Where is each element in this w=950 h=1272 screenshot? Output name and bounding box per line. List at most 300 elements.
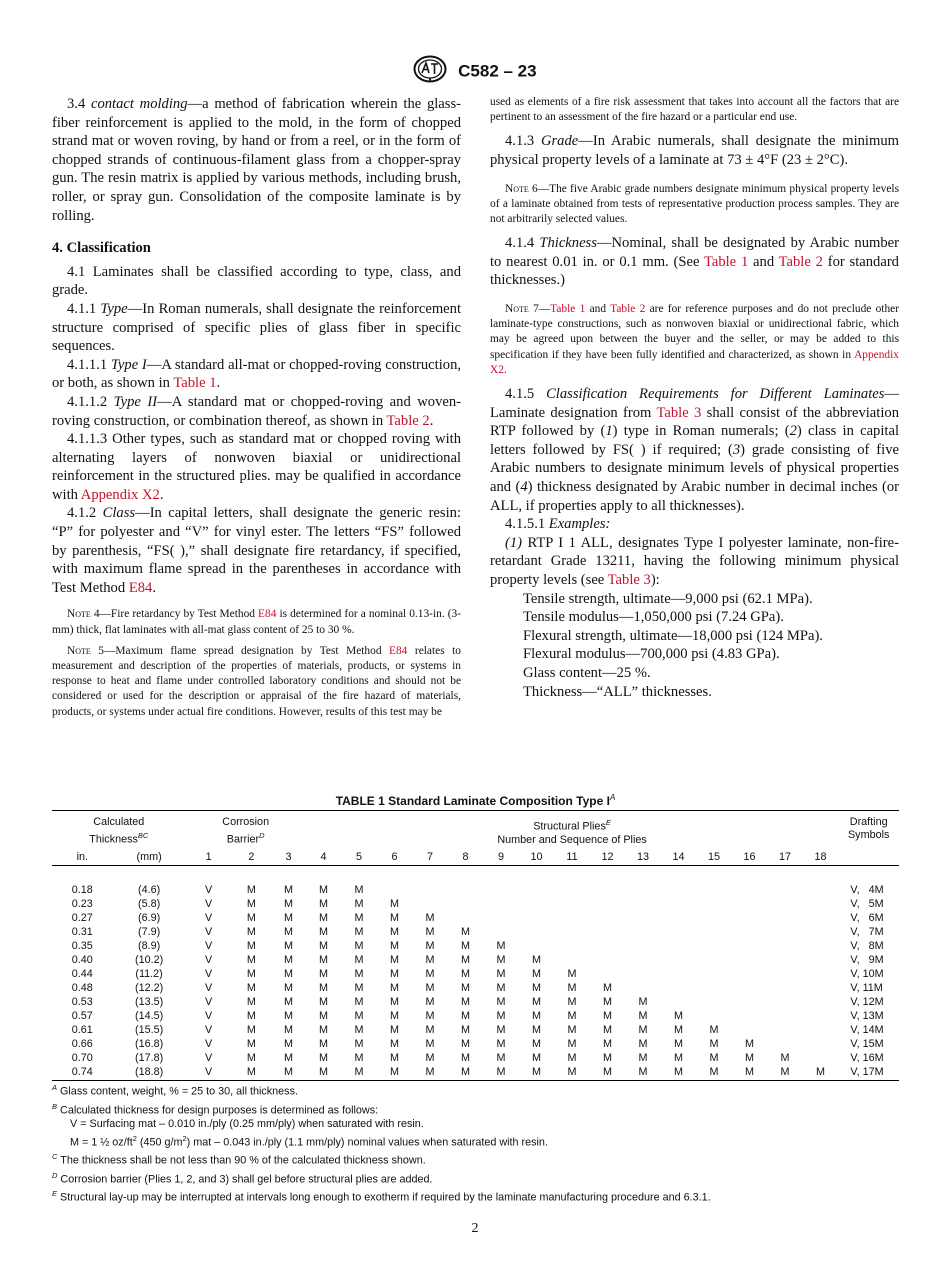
ply-cell (519, 939, 555, 953)
ply-cell: M (531, 953, 541, 966)
ply-cell: M (246, 911, 256, 924)
ply-cell: M (567, 1009, 577, 1022)
ply-cell (803, 995, 839, 1009)
ply-cell: M (638, 1037, 648, 1050)
ply-cell: M (602, 1051, 612, 1064)
paragraph-4-1: 4.1 Laminates shall be classified according to type, class, and grade. (52, 263, 461, 299)
table-row (52, 1009, 899, 1023)
ply-cell (448, 897, 484, 911)
ply-cell: M (246, 939, 256, 952)
ply-cell (625, 939, 661, 953)
drafting-symbol-cell: V, 5M (850, 897, 884, 910)
drafting-symbol-cell: V, 6M (850, 911, 884, 924)
drafting-symbol-cell: V, 11M (850, 981, 883, 994)
link-e84[interactable]: E84 (258, 608, 277, 621)
ply-cell (590, 897, 626, 911)
ply-number-header: 12 (590, 847, 626, 866)
ply-cell: M (389, 981, 399, 994)
paragraph-4-1-1-2: 4.1.1.2 Type II—A standard mat or chopped-roving and woven-roving construction, or combination thereof, as shown in Table 2. (52, 393, 461, 429)
ply-cell (696, 995, 732, 1009)
ply-cell (483, 925, 519, 939)
header-unit-in: in. (52, 847, 113, 866)
ply-cell (696, 1009, 732, 1023)
ply-cell: M (602, 1037, 612, 1050)
header-calculated-thickness: Calculated Thickness$^{BC}$ (52, 811, 186, 847)
ply-cell: M (425, 1023, 435, 1036)
ply-cell: M (496, 939, 506, 952)
thickness-in-cell: 0.74 (52, 1065, 113, 1081)
ply-cell: M (246, 883, 256, 896)
thickness-mm-cell: (18.8) (113, 1065, 186, 1081)
link-table-2[interactable]: Table 2 (386, 412, 430, 429)
ply-number-header: 14 (661, 847, 697, 866)
ply-cell: M (531, 1023, 541, 1036)
ply-number-header: 9 (483, 847, 519, 866)
ply-cell: M (354, 967, 364, 980)
ply-cell: M (318, 1037, 328, 1050)
ply-cell: M (425, 981, 435, 994)
ply-cell (767, 1037, 803, 1051)
ply-cell: M (389, 1009, 399, 1022)
ply-cell: M (496, 953, 506, 966)
thickness-in-cell: 0.44 (71, 967, 93, 980)
link-table-2[interactable]: Table 2 (778, 253, 823, 270)
ply-cell: M (283, 1009, 293, 1022)
paragraph-4-1-5: 4.1.5 Classification Requirements for Different Laminates—Laminate designation from Table 3 shall consist of the abbreviation RTP followed by (1) type in Roman numerals; (2) class in capital letters followed by FS( ) if required; (3) grade consisting of five Arabic numbers to designate minimum levels of physical properties and (4) thickness designated by Arabic number in decimal inches (or ALL, if properties apply to all thicknesses). (490, 386, 899, 514)
ply-cell (732, 883, 768, 897)
ply-cell (554, 883, 590, 897)
drafting-symbol-cell: V, 13M (850, 1009, 884, 1022)
ply-cell (767, 925, 803, 939)
thickness-in-cell: 0.31 (71, 925, 93, 938)
ply-cell (519, 911, 555, 925)
ply-cell (732, 897, 768, 911)
ply-cell (483, 883, 519, 897)
ply-cell: M (341, 1065, 377, 1081)
ply-cell (767, 939, 803, 953)
astm-logo-icon (413, 55, 447, 88)
ply-cell: M (318, 911, 328, 924)
thickness-mm-cell: (17.8) (134, 1051, 164, 1064)
table-row (52, 995, 899, 1009)
ply-cell: M (318, 883, 328, 896)
ply-cell: M (354, 925, 364, 938)
ply-cell: M (673, 1037, 683, 1050)
thickness-in-cell: 0.48 (71, 981, 93, 994)
ply-cell (661, 883, 697, 897)
ply-cell (732, 953, 768, 967)
drafting-symbol-cell: V, 16M (850, 1051, 884, 1064)
ply-cell: M (283, 953, 293, 966)
ply-cell: M (425, 925, 435, 938)
ply-number-header: 13 (625, 847, 661, 866)
ply-cell: M (283, 939, 293, 952)
table-row (52, 897, 899, 911)
ply-cell: M (283, 1037, 293, 1050)
thickness-mm-cell: (12.2) (134, 981, 164, 994)
ply-cell: M (744, 1051, 754, 1064)
ply-cell (767, 1009, 803, 1023)
ply-number-header: 18 (803, 847, 839, 866)
ply-cell (803, 1037, 839, 1051)
ply-cell: M (460, 1051, 470, 1064)
thickness-in-cell: 0.66 (71, 1037, 93, 1050)
thickness-in-cell: 0.53 (71, 995, 93, 1008)
footnote-e: $^E$ Structural lay-up may be interrupted at intervals long enough to exotherm if required by the laminate manufacturing procedure and 6.3.1. (52, 1189, 711, 1204)
paragraph-4-1-1-1: 4.1.1.1 Type I—A standard all-mat or chopped-roving construction, or both, as shown in Table 1. (52, 356, 462, 392)
ply-cell (625, 981, 661, 995)
ply-cell: V (204, 1009, 213, 1022)
ply-cell (803, 1023, 839, 1037)
link-table-3[interactable]: Table 3 (607, 571, 651, 588)
table-row (52, 883, 899, 897)
thickness-mm-cell: (13.5) (134, 995, 164, 1008)
thickness-in-cell: 0.70 (71, 1051, 93, 1064)
ply-number-header: 16 (732, 847, 768, 866)
ply-cell: M (661, 1065, 697, 1081)
ply-cell: M (744, 1037, 754, 1050)
ply-cell: V (204, 897, 213, 910)
paragraph-4-1-5-1: 4.1.5.1 Examples: (505, 516, 611, 533)
link-table-1[interactable]: Table 1 (173, 375, 217, 392)
ply-number-header: 3 (271, 847, 305, 866)
ply-cell (803, 925, 839, 939)
footnote-b-v: V = Surfacing mat – 0.010 in./ply (0.25 mm/ply) when saturated with resin. (70, 1118, 424, 1130)
ply-cell: M (246, 1009, 256, 1022)
ply-cell: M (673, 1051, 683, 1064)
ply-cell: M (354, 995, 364, 1008)
ply-cell (696, 939, 732, 953)
ply-cell: M (767, 1065, 803, 1081)
note-5-continued: used as elements of a fire risk assessment that takes into account all the factors that are pertinent to an assessment of the fire hazard or a particular end use. (490, 96, 899, 124)
ply-cell: M (283, 883, 293, 896)
ply-cell (732, 995, 768, 1009)
ply-cell (661, 925, 697, 939)
ply-cell: M (283, 911, 293, 924)
ply-cell: M (354, 897, 364, 910)
ply-cell: M (625, 1065, 661, 1081)
ply-cell: M (567, 1023, 577, 1036)
ply-cell: M (318, 1009, 328, 1022)
ply-cell: M (318, 897, 328, 910)
ply-cell: M (602, 1009, 612, 1022)
ply-cell: M (425, 953, 435, 966)
ply-cell: M (638, 1023, 648, 1036)
ply-cell: M (460, 967, 470, 980)
link-table-1[interactable]: Table 1 (703, 253, 749, 270)
ply-cell: M (567, 981, 577, 994)
ply-cell: M (246, 1037, 256, 1050)
table-row (52, 1037, 899, 1051)
note-4: Note 4—Fire retardancy by Test Method E84 is determined for a nominal 0.13-in. (3-mm) thick, flat laminates with all-mat glass content of 25 to 30 %. (52, 608, 462, 636)
ply-cell: M (567, 995, 577, 1008)
ply-cell: M (246, 897, 256, 910)
ply-cell: M (283, 1051, 293, 1064)
ply-cell: M (389, 967, 399, 980)
thickness-mm-cell: (11.2) (135, 967, 163, 980)
ply-cell (696, 883, 732, 897)
ply-cell: M (246, 925, 256, 938)
ply-cell (625, 925, 661, 939)
ply-cell: M (246, 1051, 256, 1064)
ply-cell: M (246, 981, 256, 994)
table-row (52, 1065, 899, 1081)
ply-cell (625, 967, 661, 981)
ply-cell: M (496, 1051, 506, 1064)
thickness-in-cell: 0.61 (71, 1023, 93, 1036)
thickness-mm-cell: (5.8) (137, 897, 161, 910)
ply-cell: V (204, 1023, 213, 1036)
ply-cell: M (496, 967, 506, 980)
ply-cell: M (460, 925, 470, 938)
ply-cell: M (638, 995, 648, 1008)
ply-number-header: 7 (412, 847, 448, 866)
ply-cell: M (377, 1065, 413, 1081)
ply-cell: M (389, 939, 399, 952)
ply-cell: M (448, 1065, 484, 1081)
ply-cell: M (318, 981, 328, 994)
ply-cell: V (204, 1037, 213, 1050)
thickness-mm-cell: (16.8) (134, 1037, 164, 1050)
ply-cell: M (354, 1023, 364, 1036)
thickness-mm-cell: (7.9) (137, 925, 161, 938)
ply-cell: M (602, 995, 612, 1008)
ply-cell: V (204, 995, 213, 1008)
link-e84[interactable]: E84 (389, 644, 408, 657)
thickness-in-cell: 0.40 (71, 953, 93, 966)
ply-cell (590, 925, 626, 939)
right-column (490, 95, 899, 701)
ply-cell (590, 883, 626, 897)
ply-cell (696, 967, 732, 981)
ply-cell (448, 911, 484, 925)
ply-cell: M (531, 1051, 541, 1064)
ply-cell: M (246, 953, 256, 966)
ply-number-header: 4 (306, 847, 342, 866)
paragraph-4-1-4: 4.1.4 Thickness—Nominal, shall be designated by Arabic number to nearest 0.01 in. or 0.1 mm. (See Table 1 and Table 2 for standard thicknesses.) (490, 235, 899, 289)
table-row (52, 1051, 899, 1065)
ply-cell (554, 897, 590, 911)
ply-cell: M (590, 1065, 626, 1081)
ply-cell (590, 953, 626, 967)
ply-cell: M (283, 967, 293, 980)
drafting-symbol-cell: V, 10M (850, 967, 884, 980)
ply-cell: M (389, 995, 399, 1008)
ply-cell: M (460, 1009, 470, 1022)
header-unit-mm: (mm) (113, 847, 186, 866)
ply-cell (767, 883, 803, 897)
drafting-symbol-cell: V, 15M (850, 1037, 884, 1050)
ply-cell (803, 967, 839, 981)
ply-cell (412, 883, 448, 897)
ply-cell: M (519, 1065, 555, 1081)
ply-number-header: 17 (767, 847, 803, 866)
ply-cell (803, 883, 839, 897)
header-structural-plies: Structural Plies$^E$ Number and Sequence of Plies (306, 811, 839, 847)
ply-cell (732, 925, 768, 939)
ply-cell (483, 897, 519, 911)
link-e84[interactable]: E84 (128, 579, 153, 596)
thickness-mm-cell: (4.6) (137, 883, 161, 896)
ply-cell (803, 1051, 839, 1065)
ply-cell: M (780, 1051, 790, 1064)
footnote-b-m: M = 1 ½ $oz/ft^2$ (450 $g/m^2$) mat – 0.043 in./ply (1.1 mm/ply) nominal values when saturated with resin. (70, 1133, 548, 1149)
ply-cell: V (204, 911, 213, 924)
ply-cell: M (354, 911, 364, 924)
link-appendix-x2[interactable]: Appendix X2 (80, 486, 160, 503)
ply-cell: M (425, 967, 435, 980)
ply-cell (625, 897, 661, 911)
ply-cell: M (306, 1065, 342, 1081)
ply-cell: M (638, 1009, 648, 1022)
ply-cell: M (602, 1023, 612, 1036)
note-7: Note 7—Table 1 and Table 2 are for reference purposes and do not preclude other laminate-type constructions, such as nonwoven biaxial or unidirectional fabric, which may be agreed upon between the buyer and the seller, or may be added to this specification if they have been fully identified and characterized, as shown in Appendix X2. (490, 302, 900, 376)
link-table-2[interactable]: Table 2 (610, 302, 646, 315)
ply-cell: M (496, 995, 506, 1008)
thickness-mm-cell: (10.2) (134, 953, 164, 966)
ply-cell (625, 911, 661, 925)
ply-cell (696, 911, 732, 925)
ply-cell: M (531, 1009, 541, 1022)
ply-cell: M (496, 1023, 506, 1036)
ply-cell: M (318, 1051, 328, 1064)
link-table-1[interactable]: Table 1 (550, 302, 586, 315)
ply-cell: M (425, 995, 435, 1008)
ply-cell (767, 981, 803, 995)
ply-cell: M (425, 939, 435, 952)
table-row (52, 925, 899, 939)
paragraph-3-4: 3.4 contact molding—a method of fabrication wherein the glass-fiber reinforcement is applied to the mold, in the form of chopped strand mat or woven roving, by hand or from a reel, or in the form of chopped strands of continuous-filament glass from a chopper-spray gun. The resin matrix is applied by various methods, including brush, roller, or spray gun. Consolidation of the composite laminate is by rolling. (52, 96, 461, 224)
drafting-symbol-cell: V, 12M (850, 995, 884, 1008)
ply-cell (554, 939, 590, 953)
ply-cell: M (354, 1009, 364, 1022)
ply-cell: M (354, 883, 364, 896)
ply-cell: V (204, 883, 213, 896)
ply-cell: M (412, 1065, 448, 1081)
ply-cell (732, 967, 768, 981)
ply-cell: M (496, 981, 506, 994)
ply-cell: M (283, 981, 293, 994)
ply-cell: M (283, 995, 293, 1008)
ply-cell: M (425, 1051, 435, 1064)
ply-cell (625, 883, 661, 897)
ply-cell: M (460, 1037, 470, 1050)
ply-cell (483, 911, 519, 925)
ply-cell: M (246, 995, 256, 1008)
ply-cell: M (460, 953, 470, 966)
ply-number-header: 15 (696, 847, 732, 866)
drafting-symbol-cell: V, 14M (850, 1023, 884, 1036)
ply-number-header: 5 (341, 847, 377, 866)
thickness-mm-cell: (6.9) (137, 911, 161, 924)
ply-cell (803, 981, 839, 995)
ply-cell: M (318, 967, 328, 980)
ply-cell (590, 911, 626, 925)
ply-cell: M (389, 911, 399, 924)
paragraph-4-1-3: 4.1.3 Grade—In Arabic numerals, shall designate the minimum physical property levels of a laminate at 73 ± 4°F (23 ± 2°C). (490, 133, 899, 168)
ply-cell: M (709, 1023, 719, 1036)
ply-cell: M (531, 981, 541, 994)
paragraph-4-1-1: 4.1.1 Type—In Roman numerals, shall designate the reinforcement structure comprised of specific plies of glass fiber in specific sequences. (52, 300, 461, 355)
ply-cell: M (389, 953, 399, 966)
note-5: Note 5—Maximum flame spread designation by Test Method E84 relates to measurement and description of the properties of materials, products, or systems in response to heat and flame under controlled laboratory conditions and should not be considered or used for the description or appraisal of the fire hazard of materials, products, or systems under actual fire conditions. However, results of this test may be (52, 644, 461, 718)
ply-cell (767, 967, 803, 981)
ply-cell: V (186, 1065, 232, 1081)
ply-cell (696, 897, 732, 911)
link-table-3[interactable]: Table 3 (656, 404, 702, 421)
ply-cell: M (389, 1051, 399, 1064)
thickness-mm-cell: (14.5) (134, 1009, 164, 1022)
ply-cell (803, 911, 839, 925)
ply-cell: M (638, 1051, 648, 1064)
ply-cell: M (709, 1051, 719, 1064)
table-row (52, 967, 899, 981)
ply-cell: M (460, 995, 470, 1008)
ply-cell (590, 939, 626, 953)
ply-cell (625, 953, 661, 967)
ply-cell: M (673, 1009, 683, 1022)
drafting-symbol-cell: V, 4M (850, 883, 884, 896)
ply-cell (412, 897, 448, 911)
paragraph-4-1-2: 4.1.2 Class—In capital letters, shall designate the generic resin: “P” for polyester and “V” for vinyl ester. The letters “FS” followed by parenthesis, “FS( ),” shall designate fire retardancy, if specified, with maximum flame spread in the parentheses in accordance with Test Method E84. (52, 505, 461, 596)
drafting-symbol-cell: V, 8M (850, 939, 884, 952)
ply-cell (661, 953, 697, 967)
table-row (52, 981, 899, 995)
document-code: C582 – 23 (458, 61, 537, 81)
thickness-mm-cell: (15.5) (134, 1023, 164, 1036)
ply-cell (554, 911, 590, 925)
thickness-in-cell: 0.27 (71, 911, 93, 924)
ply-cell: M (318, 953, 328, 966)
footnote-c: $^C$ The thickness shall be not less than 90 % of the calculated thickness shown. (52, 1152, 426, 1167)
ply-cell: M (567, 1051, 577, 1064)
link-appendix-x2[interactable]: Appendix X2 (490, 348, 899, 376)
ply-cell (696, 953, 732, 967)
ply-cell: V (204, 981, 213, 994)
ply-cell: M (246, 967, 256, 980)
ply-cell: M (567, 1037, 577, 1050)
ply-number-header: 2 (232, 847, 272, 866)
ply-cell: M (531, 1037, 541, 1050)
ply-cell (519, 883, 555, 897)
ply-cell: M (483, 1065, 519, 1081)
table-row (52, 939, 899, 953)
thickness-in-cell: 0.23 (71, 897, 93, 910)
ply-cell: M (531, 967, 541, 980)
ply-cell (696, 925, 732, 939)
example-property: Tensile modulus—1,050,000 psi (7.24 GPa). (523, 609, 784, 626)
ply-cell: M (246, 1023, 256, 1036)
ply-cell: M (554, 1065, 590, 1081)
footnote-d: $^D$ Corrosion barrier (Plies 1, 2, and 3) shall gel before structural plies are added. (52, 1170, 433, 1186)
ply-cell (732, 1023, 768, 1037)
thickness-mm-cell: (8.9) (137, 939, 161, 952)
ply-cell: V (204, 939, 213, 952)
header-drafting-symbols: Drafting Symbols (838, 811, 899, 866)
footnote-b: $^B$ Calculated thickness for design purposes is determined as follows: (52, 1101, 379, 1117)
table-row (52, 911, 899, 925)
ply-cell: M (460, 1023, 470, 1036)
ply-cell (767, 995, 803, 1009)
paragraph-4-1-1-3: 4.1.1.3 Other types, such as standard mat or chopped roving with alternating layers of nonwoven biaxial or unidirectional reinforcement in the structured plies. may be qualified in accordance with Appendix X2. (52, 431, 461, 503)
ply-cell (661, 967, 697, 981)
header-corrosion-barrier: Corrosion Barrier$^D$ (186, 811, 306, 847)
example-property: Flexural strength, ultimate—18,000 psi (124 MPa). (523, 627, 823, 644)
ply-cell: M (709, 1037, 719, 1050)
ply-number-header: 11 (554, 847, 590, 866)
ply-cell: M (425, 1009, 435, 1022)
ply-cell: M (354, 981, 364, 994)
